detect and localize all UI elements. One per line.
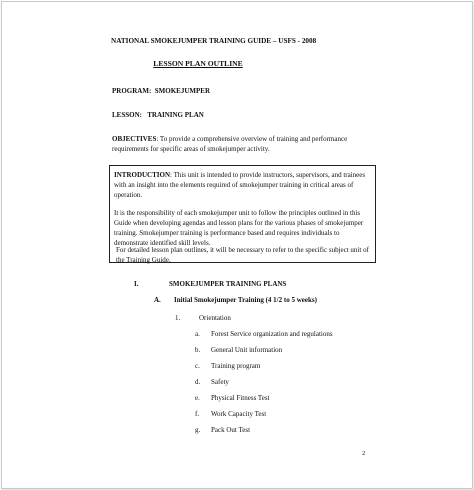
- list-item-letter: g.: [195, 426, 201, 434]
- introduction-box: [109, 165, 376, 263]
- list-item: General Unit information: [211, 346, 283, 354]
- introduction-paragraph-3: For detailed lesson plan outlines, it will be necessary to refer to the specific subject unit of the Training Guide.: [116, 246, 369, 264]
- subsection-letter: A.: [154, 296, 161, 304]
- objectives-label: OBJECTIVES: [112, 135, 157, 143]
- list-item-letter: e.: [195, 394, 200, 402]
- list-item: Physical Fitness Test: [211, 394, 270, 402]
- list-item: Forest Service organization and regulations: [211, 330, 333, 338]
- list-item: Pack Out Test: [211, 426, 251, 434]
- list-item: Work Capacity Test: [211, 410, 267, 418]
- list-item: Training program: [211, 362, 261, 370]
- objectives-text: : To provide a comprehensive overview of training and performance requirements for specific areas of smokejumper activity.: [112, 135, 348, 153]
- list-item-letter: a.: [195, 330, 200, 338]
- introduction-text: : This unit is intended to provide instructors, supervisors, and trainees with an insight into the elements required of smokejumper training in critical areas of operation.: [114, 171, 366, 199]
- introduction-label: INTRODUCTION: [114, 171, 171, 179]
- program-value: SMOKEJUMPER: [154, 87, 211, 95]
- list-item-letter: c.: [195, 362, 200, 370]
- document-header: NATIONAL SMOKEJUMPER TRAINING GUIDE – USFS - 2008: [111, 37, 317, 45]
- program-line: [112, 87, 210, 96]
- item-number: 1.: [175, 314, 181, 322]
- list-item-letter: d.: [195, 378, 201, 386]
- section-title: SMOKEJUMPER TRAINING PLANS: [169, 280, 287, 288]
- lesson-value: TRAINING PLAN: [147, 111, 204, 119]
- document-page: [1, 1, 473, 489]
- list-item-letter: f.: [195, 410, 200, 418]
- lesson-label: LESSON:: [112, 111, 142, 119]
- introduction-paragraph: [114, 170, 372, 200]
- introduction-paragraph-2: It is the responsibility of each smokejumper unit to follow the principles outlined in this Guide when developing agendas and lesson plans for the various phases of smokejumper training. Smokejumper training is performance based and requires individuals to demonstrate identified skill levels.: [114, 209, 364, 247]
- objectives-paragraph: [112, 134, 374, 154]
- list-item: Safety: [211, 378, 229, 386]
- program-label: PROGRAM:: [112, 87, 152, 95]
- page-title: LESSON PLAN OUTLINE: [153, 59, 243, 68]
- page-number: 2: [362, 450, 366, 457]
- item-title: Orientation: [199, 314, 231, 322]
- lesson-line: [112, 111, 204, 120]
- section-number: I.: [134, 280, 139, 288]
- subsection-title: Initial Smokejumper Training (4 1/2 to 5 weeks): [174, 296, 317, 304]
- list-item-letter: b.: [195, 346, 201, 354]
